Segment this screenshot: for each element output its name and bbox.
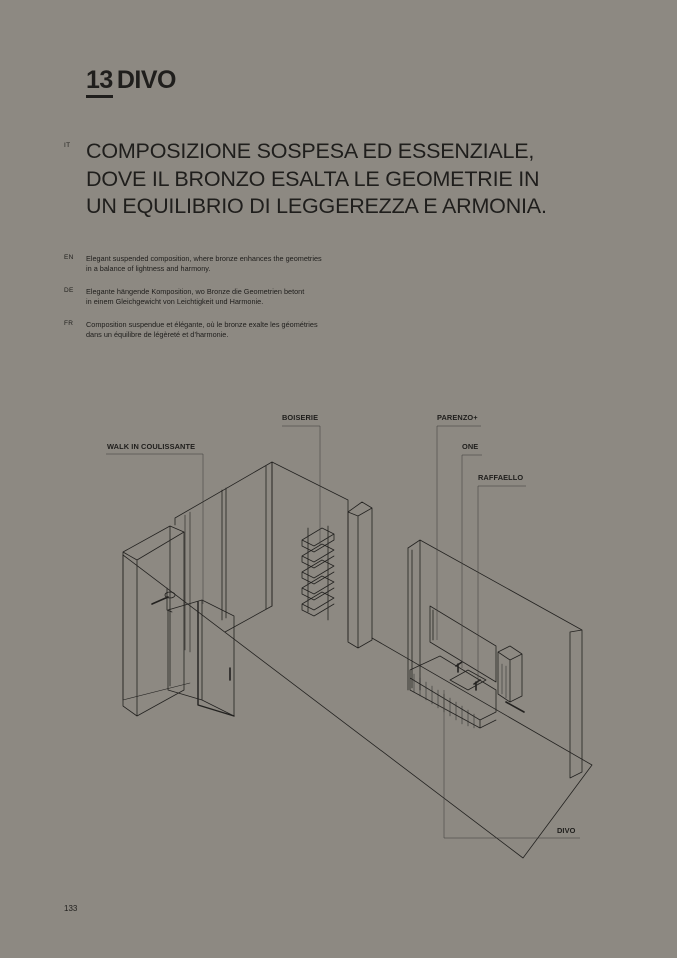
description-en-line2: in a balance of lightness and harmony. [86, 263, 211, 273]
main-title: COMPOSIZIONE SOSPESA ED ESSENZIALE, DOVE IL BRONZO ESALTA LE GEOMETRIE IN UN EQUILIBRIO DI LEGGEREZZA E ARMONIA. [86, 139, 547, 218]
description-de-line2: in einem Gleichgewicht von Leichtigkeit und Harmonie. [86, 296, 264, 306]
callout-line-parenzo [437, 426, 481, 640]
description-en-line1: Elegant suspended composition, where bronze enhances the geometries [86, 254, 322, 263]
label-raffaello: RAFFAELLO [478, 473, 524, 482]
callout-line-divo [444, 690, 580, 838]
lang-code-fr: FR [64, 320, 74, 327]
lang-code-de: DE [64, 287, 74, 294]
lang-code-en: EN [64, 254, 74, 261]
description-fr-line1: Composition suspendue et élégante, où le bronze exalte les géométries [86, 320, 318, 329]
lang-code-it: IT [64, 142, 71, 149]
callout-line-boiserie [282, 426, 320, 545]
callout-line-walkin [106, 454, 203, 604]
page-number: 133 [64, 904, 78, 913]
label-divo: DIVO [557, 826, 576, 835]
label-boiserie: BOISERIE [282, 413, 319, 422]
callout-line-one [462, 455, 482, 668]
description-fr-line2: dans un équilibre de légèreté et d’harmonie. [86, 329, 229, 339]
label-one: ONE [462, 442, 479, 451]
description-de-line1: Elegante hängende Komposition, wo Bronze die Geometrien betont [86, 287, 305, 296]
label-parenzo: PARENZO+ [437, 413, 478, 422]
label-walk-in-coulissante: WALK IN COULISSANTE [107, 442, 196, 451]
section-number: 13 [86, 66, 113, 98]
callout-line-raffaello [478, 486, 526, 684]
section-title: DIVO [116, 66, 176, 94]
